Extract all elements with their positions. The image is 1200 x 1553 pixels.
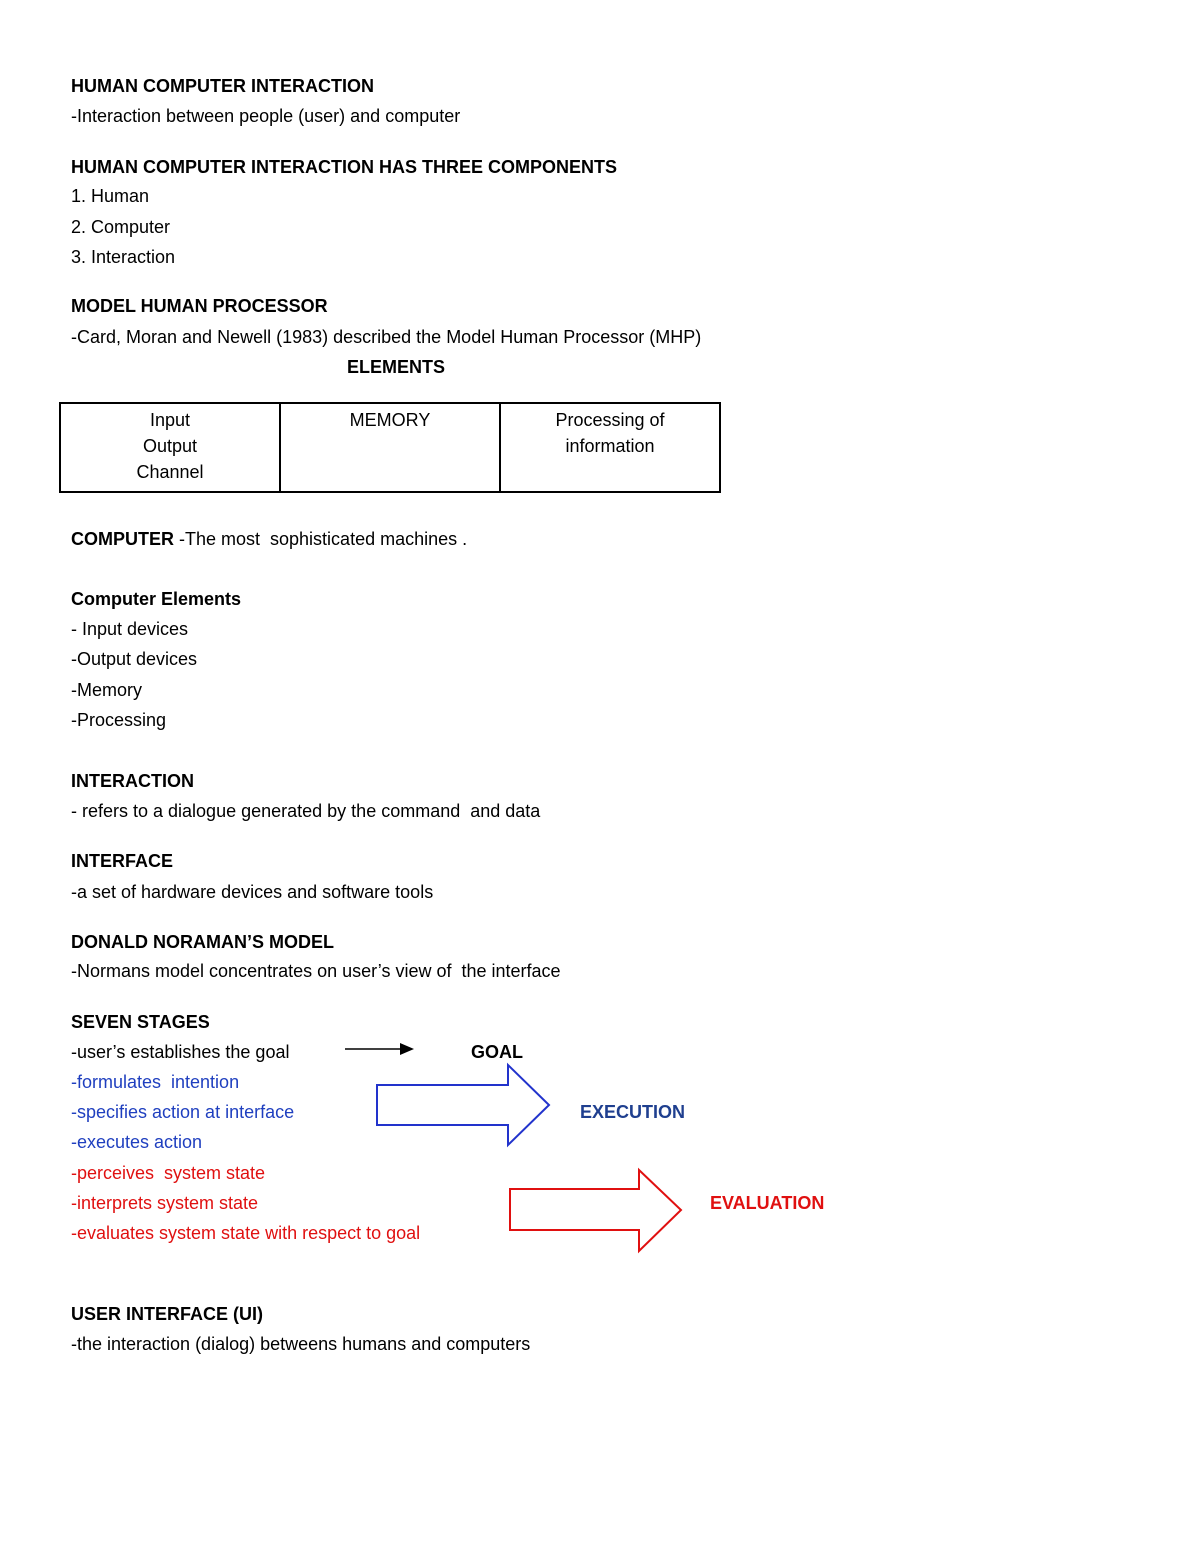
cell-text: Output bbox=[142, 436, 198, 456]
execution-stage: -executes action bbox=[71, 1132, 203, 1152]
execution-stage: -specifies action at interface bbox=[71, 1102, 295, 1122]
component-item: 3. Interaction bbox=[71, 247, 176, 267]
computer-element-item: -Processing bbox=[71, 710, 167, 730]
evaluation-stage: -perceives system state bbox=[71, 1163, 266, 1183]
cell-text: Channel bbox=[136, 462, 204, 482]
ui-definition: -the interaction (dialog) betweens humans and computers bbox=[71, 1334, 531, 1354]
hci-heading: HUMAN COMPUTER INTERACTION bbox=[71, 76, 374, 96]
evaluation-stage: -evaluates system state with respect to goal bbox=[71, 1223, 421, 1243]
computer-element-item: -Memory bbox=[71, 680, 142, 700]
cell-text: Input bbox=[149, 410, 191, 430]
cell-text: MEMORY bbox=[349, 410, 431, 430]
ui-heading: USER INTERFACE (UI) bbox=[71, 1304, 264, 1324]
execution-stage: -formulates intention bbox=[71, 1072, 240, 1092]
goal-arrow-icon bbox=[345, 1043, 414, 1055]
norman-definition: -Normans model concentrates on user’s view of the interface bbox=[71, 961, 561, 981]
component-item: 1. Human bbox=[71, 186, 150, 206]
mhp-heading: MODEL HUMAN PROCESSOR bbox=[71, 296, 328, 316]
interface-definition: -a set of hardware devices and software tools bbox=[71, 882, 434, 902]
evaluation-label: EVALUATION bbox=[710, 1193, 825, 1213]
computer-definition: -The most sophisticated machines . bbox=[174, 529, 468, 549]
components-heading: HUMAN COMPUTER INTERACTION HAS THREE COMPONENTS bbox=[71, 157, 618, 177]
evaluation-stage: -interprets system state bbox=[71, 1193, 259, 1213]
computer-elements-heading: Computer Elements bbox=[71, 589, 242, 609]
evaluation-arrow-icon bbox=[510, 1170, 681, 1251]
goal-stage: -user’s establishes the goal bbox=[71, 1042, 290, 1062]
execution-arrow-icon bbox=[377, 1065, 549, 1145]
cell-text: information bbox=[565, 436, 655, 456]
elements-title: ELEMENTS bbox=[347, 357, 446, 377]
cell-text: Processing of bbox=[555, 410, 665, 430]
mhp-description: -Card, Moran and Newell (1983) described the Model Human Processor (MHP) bbox=[71, 327, 702, 347]
seven-stages-heading: SEVEN STAGES bbox=[71, 1012, 210, 1032]
norman-heading: DONALD NORAMAN’S MODEL bbox=[71, 932, 334, 952]
execution-label: EXECUTION bbox=[580, 1102, 686, 1122]
computer-element-item: -Output devices bbox=[71, 649, 198, 669]
computer-element-item: - Input devices bbox=[71, 619, 189, 639]
hci-definition: -Interaction between people (user) and computer bbox=[71, 106, 461, 126]
interface-heading: INTERFACE bbox=[71, 851, 174, 871]
computer-label: COMPUTER bbox=[71, 529, 174, 549]
interaction-definition: - refers to a dialogue generated by the command and data bbox=[71, 801, 541, 821]
goal-label: GOAL bbox=[471, 1042, 523, 1062]
interaction-heading: INTERACTION bbox=[71, 771, 194, 791]
component-item: 2. Computer bbox=[71, 217, 171, 237]
